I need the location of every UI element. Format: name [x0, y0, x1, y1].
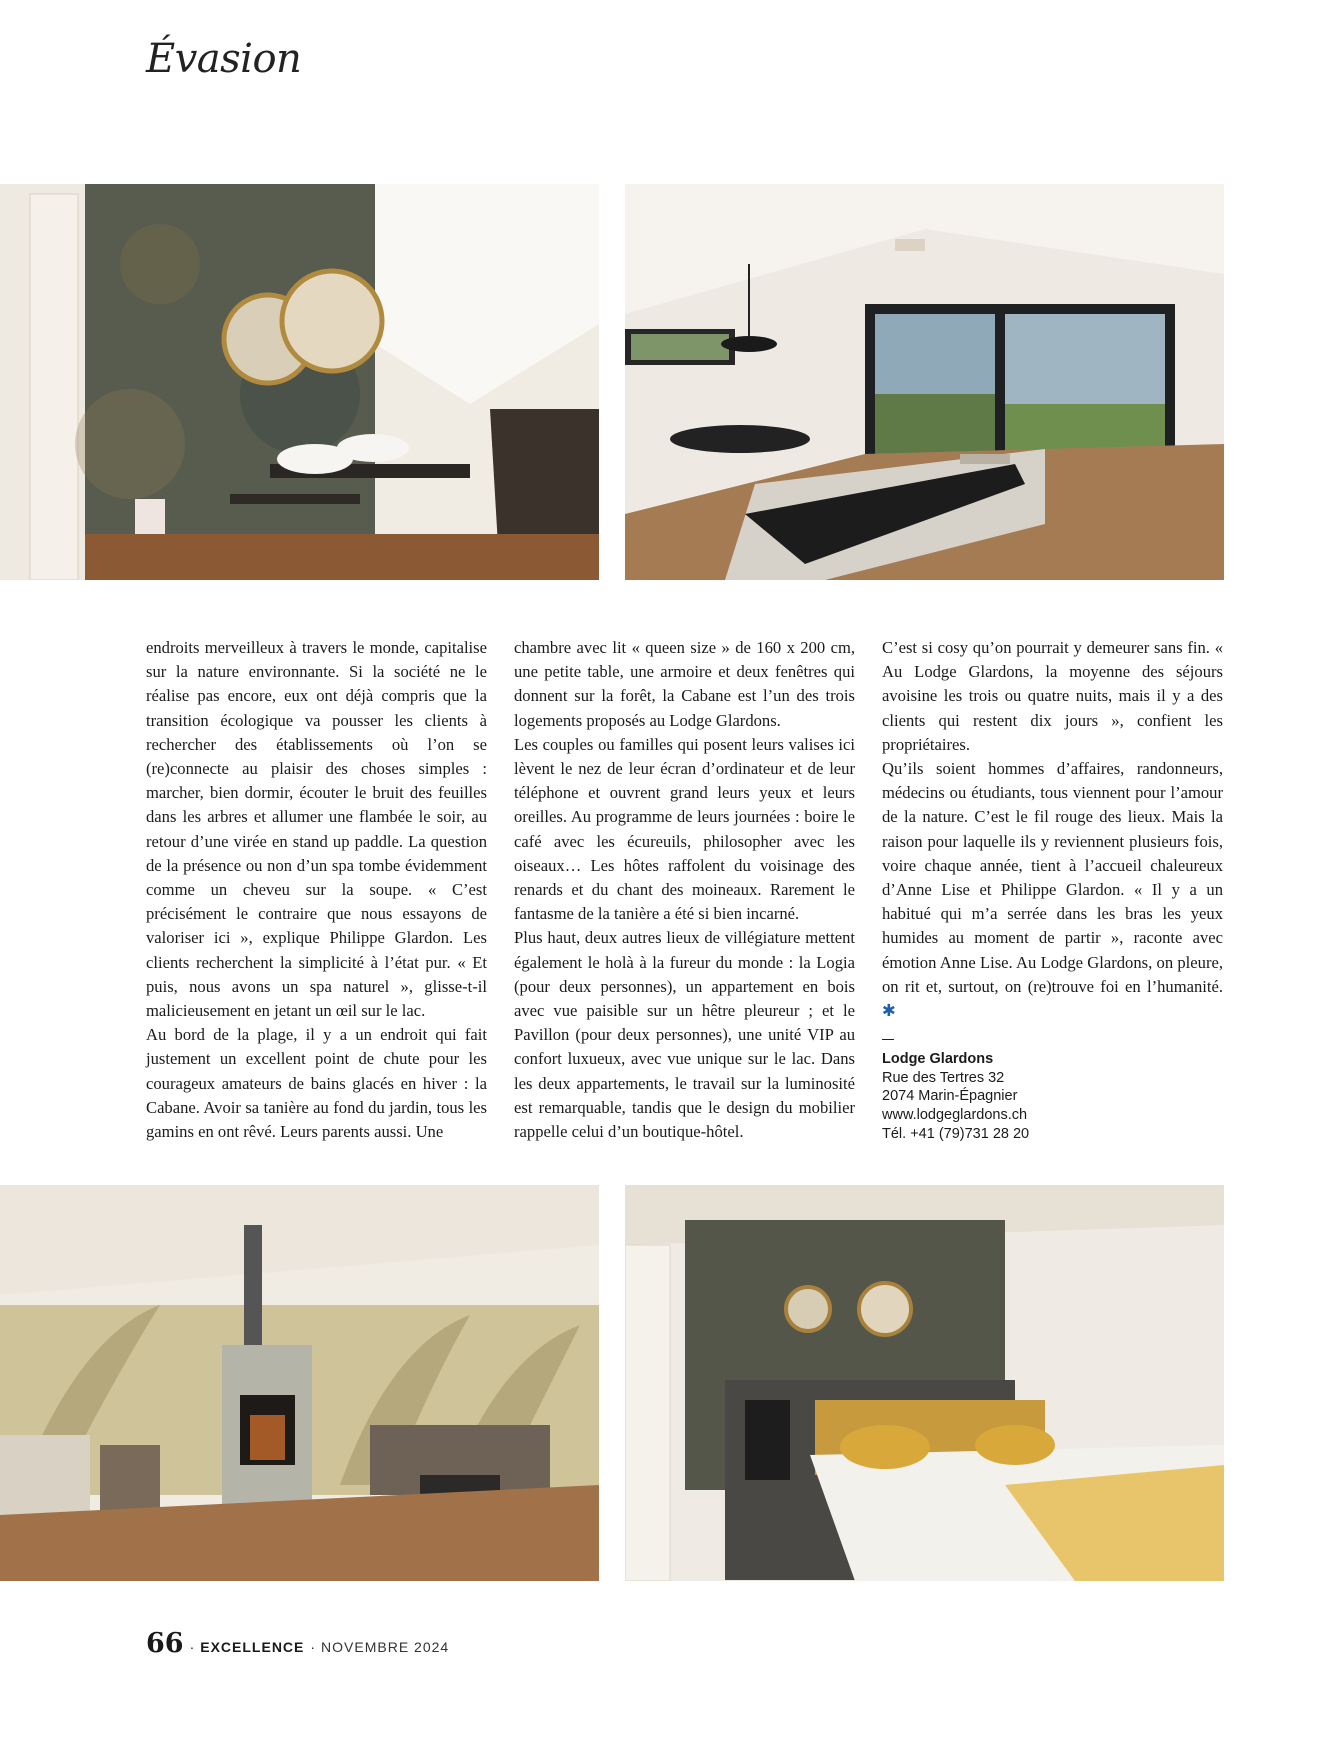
infobox-phone: Tél. +41 (79)731 28 20 [882, 1125, 1030, 1142]
article-paragraph: Plus haut, deux autres lieux de villégiature mettent également le holà à la fureur du monde : la Logia (pour deux personnes), un appartement en bois avec vue paisible sur un hêtre pleureur ; et le Pavillon (pour deux personnes), une unité VIP au confort luxueux, avec vue unique sur le lac. Dans les deux appartements, le travail sur la luminosité est remarquable, tandis que le design du mobilier rappelle celui d’un boutique-hôtel. [514, 928, 855, 1142]
article-column-3 [882, 636, 1223, 1143]
magazine-name: EXCELLENCE [200, 1639, 305, 1655]
photo-living-room [0, 1185, 599, 1581]
photo-kitchen [625, 184, 1224, 580]
article-paragraph: chambre avec lit « queen size » de 160 x 200 cm, une petite table, une armoire et deux fenêtres qui donnent sur la forêt, la Cabane est l’un des trois logements proposés au Lodge Glardons. [514, 638, 855, 730]
article-paragraph: C’est si cosy qu’on pourrait y demeurer sans fin. « Au Lodge Glardons, la moyenne des séjours avoisine les trois ou quatre nuits, mais il y a des clients qui restent dix jours », confient les propriétaires. [882, 638, 1223, 754]
article-paragraph: Les couples ou familles qui posent leurs valises ici lèvent le nez de leur écran d’ordinateur et de leur téléphone et ouvrent grand leurs yeux et leurs oreilles. Au programme de leurs journées : boire le café avec les écureuils, philosopher avec les oiseaux… Les hôtes raffolent du voisinage des renards et du chant des moineaux. Rarement le fantasme de la tanière a été si bien incarné. [514, 734, 855, 924]
separator: · [189, 1639, 195, 1655]
separator: · [310, 1639, 316, 1655]
photo-bathroom [0, 184, 599, 580]
article-column-2 [514, 636, 855, 1144]
infobox-street: Rue des Tertres 32 [882, 1069, 1005, 1086]
article-paragraph: Au bord de la plage, il y a un endroit qui fait justement un excellent point de chute pour les courageux amateurs de bains glacés en hiver : la Cabane. Avoir sa tanière au fond du jardin, tous les gamins en ont rêvé. Leurs parents aussi. Une [146, 1025, 487, 1142]
photo-bedroom [625, 1185, 1224, 1581]
divider [882, 1039, 894, 1040]
end-mark-icon: ✱ [882, 1001, 896, 1021]
page-footer [146, 1628, 449, 1659]
infobox-website[interactable]: www.lodgeglardons.ch [882, 1107, 1028, 1124]
issue-date: NOVEMBRE 2024 [321, 1639, 450, 1655]
infobox-name: Lodge Glardons [882, 1051, 994, 1068]
infobox-city: 2074 Marin-Épagnier [882, 1088, 1018, 1105]
article-paragraph: Qu’ils soient hommes d’affaires, randonneurs, médecins ou étudiants, tous viennent pour l’amour de la nature. C’est le fil rouge des lieux. Mais la raison pour laquelle ils y reviennent plusieurs fois, voire chaque année, tient à l’accueil chaleureux d’Anne Lise et Philippe Glardon. « Il y a un habitué qui m’a serrée dans les bras les yeux humides au moment de partir », raconte avec émotion Anne Lise. Au Lodge Glardons, on pleure, on rit et, surtout, on (re)trouve foi en l’humanité. ✱ [882, 759, 1223, 1021]
contact-infobox [882, 1039, 1223, 1143]
article-column-1 [146, 636, 487, 1144]
article-paragraph: endroits merveilleux à travers le monde, capitalise sur la nature environnante. Si la société ne le réalise pas encore, eux ont déjà compris que la transition écologique va pousser les clients à rechercher des établissements où l’on se (re)connecte au plaisir des choses simples : marcher, bien dormir, écouter le bruit des feuilles dans les arbres et allumer une flambée le soir, au retour d’une virée en stand up paddle. La question de la présence ou non d’un spa tombe évidemment comme un cheveu sur la soupe. « C’est précisément le contraire que nous essayons de valoriser ici », explique Philippe Glardon. Les clients recherchent la simplicité à l’état pur. « Et puis, nous avons un spa naturel », glisse-t-il malicieusement en jetant un œil sur le lac. [146, 638, 487, 1021]
page-number: 66 [146, 1628, 184, 1659]
section-title: Évasion [146, 36, 302, 82]
